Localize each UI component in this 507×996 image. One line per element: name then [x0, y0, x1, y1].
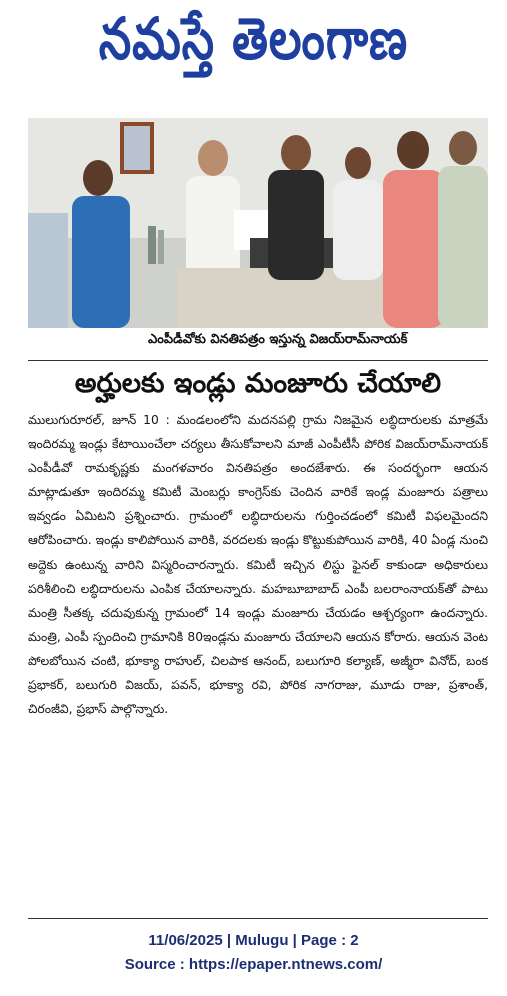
- edition-info: 11/06/2025 | Mulugu | Page : 2: [148, 932, 359, 949]
- news-clipping: [18, 92, 493, 922]
- article-paragraph: ములుగురూరల్‌, జూన్‌ 10 : మండలంలోని మదనపల్లి గ్రామ నిజమైన లబ్ధిదారులకు మాత్రమే ఇందిరమ్మ ఇండ్లు కేటాయించేలా చర్యలు తీసుకోవాలని మాజీ ఎంపీటీసీ పోరిక విజయ్‌రామ్‌నాయక్‌ ఎంపీడీవో రామకృష్ణకు మంగళవారం వినతిపత్రం అందజేశారు. ఈ సందర్భంగా ఆయన మాట్లాడుతూ ఇందిరమ్మ కమిటీ మెంబర్లు కాంగ్రెస్‌కు చెందిన వారికే ఇండ్ల మంజూరు పత్రాలు ఇవ్వడం ఏమిటని ప్రశ్నించారు. గ్రామంలో లబ్ధిదారులను గుర్తించడంలో కమిటీ విఫలమైందని ఆరోపించారు. ఇండ్లు కాలిపోయిన వారికి, వరదలకు ఇండ్లు కొట్టుకుపోయిన వారికి, 40 ఏండ్ల నుంచి అద్దెకు ఉంటున్న వారిని విస్మరించారన్నారు. కమిటీ ఇచ్చిన లిస్టు ఫైనల్‌ కాకుండా అధికారులు పరిశీలించి లబ్ధిదారులను ఎంపిక చేయాలన్నారు. మహబూబాబాద్‌ ఎంపీ బలరాంనాయక్‌తో పాటు మంత్రి సీతక్క చదువుకున్న గ్రామంలో 14 ఇండ్లు మంజూరు చేయడం ఆశ్చర్యంగా ఉందన్నారు. మంత్రి, ఎంపీ స్పందించి గ్రామానికి 80ఇండ్లను మంజూరు చేయాలని ఆయన కోరారు. ఆయన వెంట పోలబోయిన చంటి, భూక్యా రాహుల్‌, చిలపాక ఆనంద్‌, బలుగూరి కల్యాణ్‌, అజ్మీరా వినోద్‌, బంక ప్రభాకర్‌, బలుగురి విజయ్‌, పవన్‌, భూక్యా రవి, పోరిక నాగరాజు, మూడు రాజు, ప్రశాంత్‌, చిరంజీవి, ప్రభాస్‌ పాల్గొన్నారు.: [28, 413, 488, 717]
- article-bottom-rule: [28, 918, 488, 919]
- caption-divider: [28, 360, 488, 361]
- photo-caption: ఎంపీడీవోకు వినతిపత్రం ఇస్తున్న విజయ్‌రామ్‌నాయక్: [148, 332, 408, 347]
- source-link[interactable]: Source : https://epaper.ntnews.com/: [124, 956, 383, 973]
- article-photo: [28, 118, 488, 328]
- article-headline: అర్హులకు ఇండ్లు మంజూరు చేయాలి: [74, 368, 442, 399]
- masthead-title: నమస్తే తెలంగాణ: [98, 4, 409, 73]
- newspaper-masthead: [0, 0, 507, 92]
- photo-illustration: [28, 118, 488, 328]
- article-body: [28, 408, 488, 918]
